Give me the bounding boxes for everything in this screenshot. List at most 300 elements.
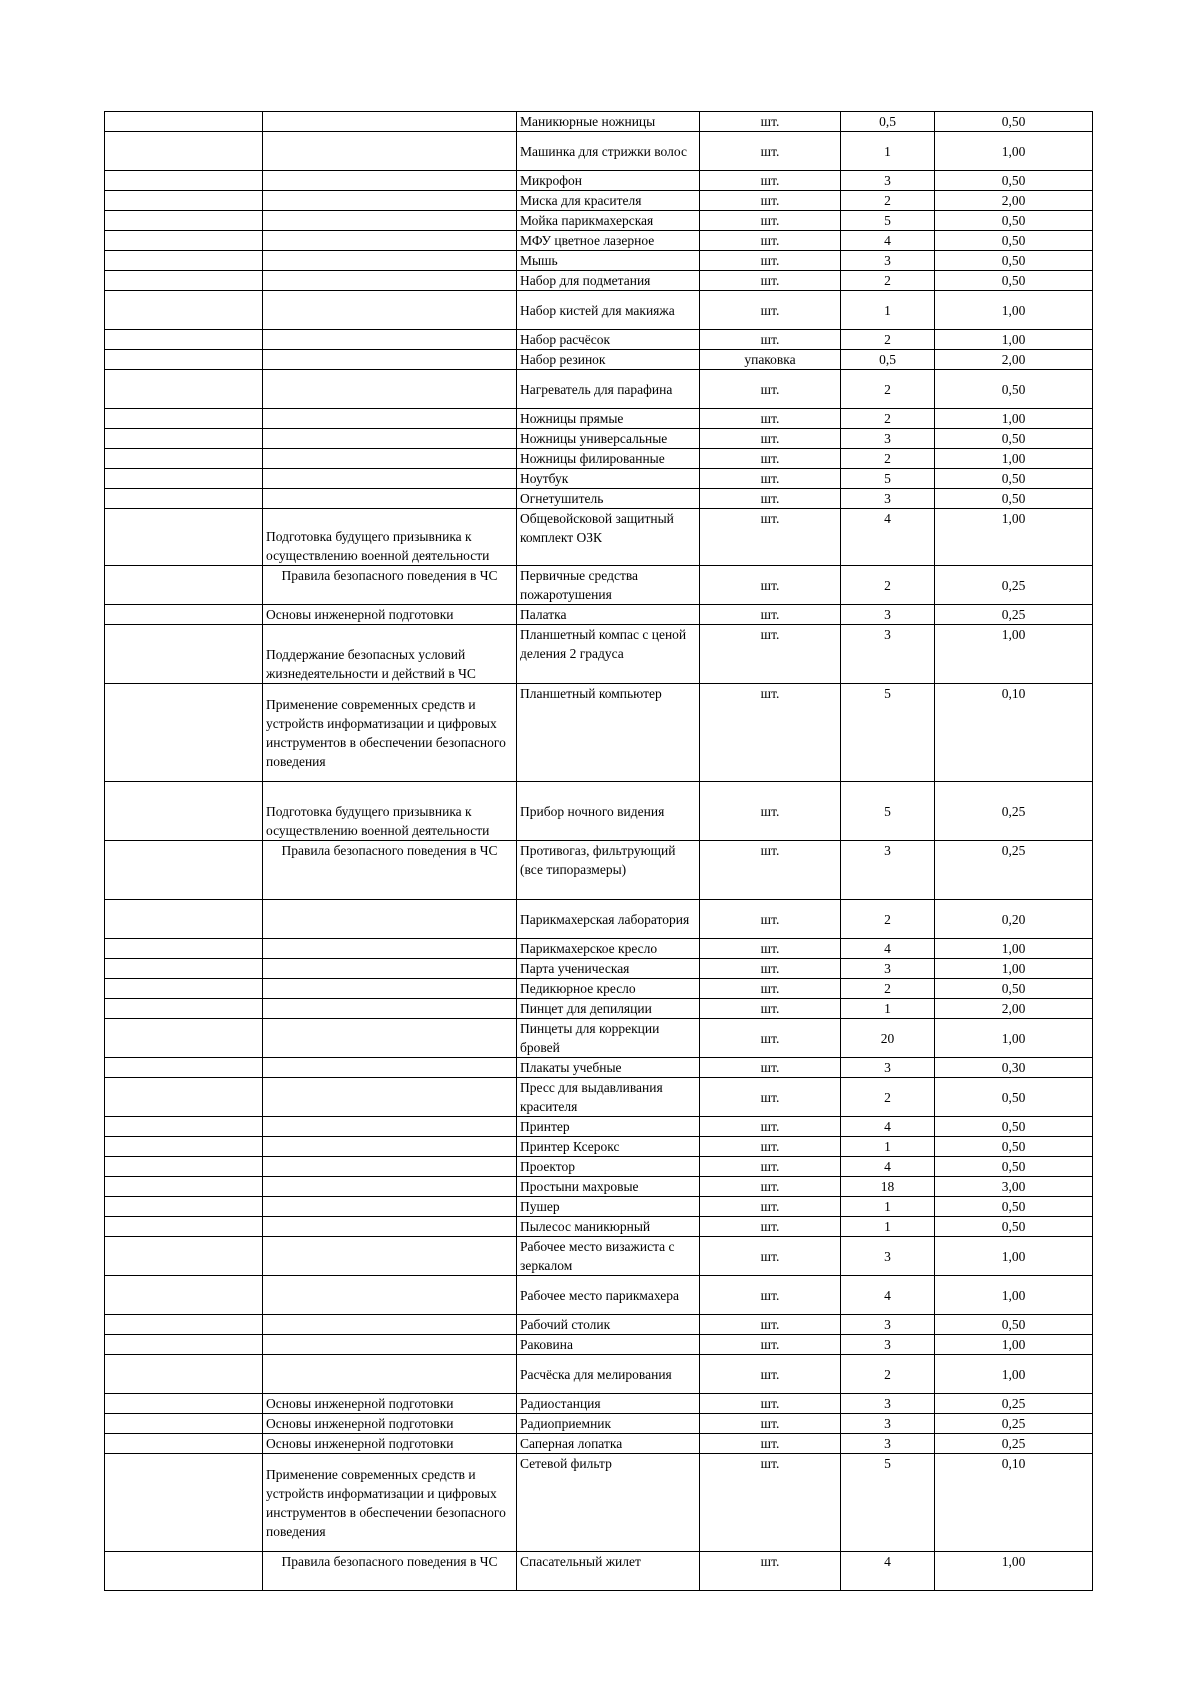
- row-quantity: 5: [841, 211, 935, 231]
- row-topic: [263, 231, 517, 251]
- table-row: [105, 1137, 1093, 1157]
- row-item-name: Саперная лопатка: [517, 1434, 700, 1454]
- row-unit: шт.: [700, 1177, 841, 1197]
- row-topic: [263, 1197, 517, 1217]
- row-topic: [263, 251, 517, 271]
- row-coefficient: 1,00: [935, 409, 1093, 429]
- row-unit: шт.: [700, 625, 841, 684]
- row-item-name: Проектор: [517, 1157, 700, 1177]
- row-topic: [263, 171, 517, 191]
- table-row: [105, 350, 1093, 370]
- row-topic: [263, 1137, 517, 1157]
- row-topic: Подготовка будущего призывника к осуществлению военной деятельности: [263, 509, 517, 566]
- row-item-name: Парикмахерская лаборатория: [517, 900, 700, 939]
- row-blank-cell: [105, 251, 263, 271]
- row-blank-cell: [105, 1197, 263, 1217]
- row-topic: [263, 469, 517, 489]
- row-topic: Поддержание безопасных условий жизнедеятельности и действий в ЧС: [263, 625, 517, 684]
- row-unit: шт.: [700, 449, 841, 469]
- row-quantity: 18: [841, 1177, 935, 1197]
- table-row: [105, 900, 1093, 939]
- row-blank-cell: [105, 1019, 263, 1058]
- row-quantity: 2: [841, 409, 935, 429]
- row-unit: шт.: [700, 1137, 841, 1157]
- row-topic: [263, 429, 517, 449]
- row-item-name: Планшетный компас с ценой деления 2 градуса: [517, 625, 700, 684]
- row-item-name: Мойка парикмахерская: [517, 211, 700, 231]
- row-unit: шт.: [700, 900, 841, 939]
- row-topic: Основы инженерной подготовки: [263, 605, 517, 625]
- row-unit: шт.: [700, 291, 841, 330]
- row-coefficient: 0,50: [935, 1197, 1093, 1217]
- row-quantity: 5: [841, 684, 935, 782]
- row-unit: шт.: [700, 330, 841, 350]
- row-topic: [263, 999, 517, 1019]
- row-coefficient: 0,50: [935, 251, 1093, 271]
- row-quantity: 1: [841, 291, 935, 330]
- row-item-name: Противогаз, фильтрующий (все типоразмеры): [517, 841, 700, 900]
- row-quantity: 4: [841, 1117, 935, 1137]
- row-unit: шт.: [700, 939, 841, 959]
- row-coefficient: 2,00: [935, 191, 1093, 211]
- row-coefficient: 2,00: [935, 350, 1093, 370]
- row-blank-cell: [105, 469, 263, 489]
- table-row: [105, 1117, 1093, 1137]
- row-quantity: 1: [841, 999, 935, 1019]
- row-unit: шт.: [700, 605, 841, 625]
- row-coefficient: 0,50: [935, 370, 1093, 409]
- row-blank-cell: [105, 605, 263, 625]
- row-item-name: Микрофон: [517, 171, 700, 191]
- row-topic: [263, 291, 517, 330]
- table-row: [105, 1276, 1093, 1315]
- row-coefficient: 0,25: [935, 605, 1093, 625]
- row-quantity: 3: [841, 1315, 935, 1335]
- row-quantity: 3: [841, 489, 935, 509]
- row-unit: шт.: [700, 231, 841, 251]
- row-quantity: 1: [841, 1217, 935, 1237]
- row-item-name: Ножницы универсальные: [517, 429, 700, 449]
- row-item-name: Нагреватель для парафина: [517, 370, 700, 409]
- row-blank-cell: [105, 1137, 263, 1157]
- row-blank-cell: [105, 979, 263, 999]
- table-row: [105, 112, 1093, 132]
- row-item-name: Принтер Ксерокс: [517, 1137, 700, 1157]
- table-row: [105, 959, 1093, 979]
- row-topic: Применение современных средств и устройств информатизации и цифровых инструментов в обеспечении безопасного поведения: [263, 1454, 517, 1552]
- row-blank-cell: [105, 1414, 263, 1434]
- row-unit: шт.: [700, 1414, 841, 1434]
- row-unit: шт.: [700, 979, 841, 999]
- row-unit: шт.: [700, 1315, 841, 1335]
- row-quantity: 3: [841, 1394, 935, 1414]
- row-unit: шт.: [700, 1335, 841, 1355]
- row-item-name: Ножницы прямые: [517, 409, 700, 429]
- row-unit: шт.: [700, 782, 841, 841]
- row-item-name: Спасательный жилет: [517, 1552, 700, 1591]
- row-coefficient: 0,25: [935, 841, 1093, 900]
- row-blank-cell: [105, 449, 263, 469]
- row-blank-cell: [105, 231, 263, 251]
- row-unit: шт.: [700, 1019, 841, 1058]
- table-row: [105, 1552, 1093, 1591]
- row-topic: [263, 211, 517, 231]
- row-topic: [263, 1315, 517, 1335]
- row-item-name: Принтер: [517, 1117, 700, 1137]
- row-blank-cell: [105, 1117, 263, 1137]
- row-coefficient: 3,00: [935, 1177, 1093, 1197]
- table-row: [105, 1058, 1093, 1078]
- row-item-name: Расчёска для мелирования: [517, 1355, 700, 1394]
- row-item-name: Ножницы филированные: [517, 449, 700, 469]
- row-blank-cell: [105, 625, 263, 684]
- row-item-name: Прибор ночного видения: [517, 782, 700, 841]
- row-blank-cell: [105, 1177, 263, 1197]
- row-coefficient: 0,25: [935, 1414, 1093, 1434]
- row-blank-cell: [105, 1454, 263, 1552]
- table-row: [105, 979, 1093, 999]
- row-quantity: 4: [841, 1276, 935, 1315]
- row-coefficient: 0,25: [935, 1434, 1093, 1454]
- row-quantity: 3: [841, 1434, 935, 1454]
- row-item-name: Педикюрное кресло: [517, 979, 700, 999]
- row-quantity: 3: [841, 959, 935, 979]
- row-topic: [263, 1117, 517, 1137]
- row-quantity: 1: [841, 132, 935, 171]
- row-quantity: 3: [841, 1237, 935, 1276]
- row-item-name: Пинцет для депиляции: [517, 999, 700, 1019]
- row-item-name: Общевойсковой защитный комплект ОЗК: [517, 509, 700, 566]
- row-item-name: Плакаты учебные: [517, 1058, 700, 1078]
- row-blank-cell: [105, 1394, 263, 1414]
- row-coefficient: 1,00: [935, 132, 1093, 171]
- row-quantity: 5: [841, 469, 935, 489]
- row-coefficient: 0,25: [935, 782, 1093, 841]
- row-quantity: 3: [841, 251, 935, 271]
- row-item-name: Набор расчёсок: [517, 330, 700, 350]
- row-topic: [263, 1217, 517, 1237]
- row-quantity: 5: [841, 1454, 935, 1552]
- row-item-name: Пресс для выдавливания красителя: [517, 1078, 700, 1117]
- row-coefficient: 0,25: [935, 566, 1093, 605]
- row-coefficient: 0,50: [935, 112, 1093, 132]
- row-quantity: 2: [841, 370, 935, 409]
- row-item-name: Парта ученическая: [517, 959, 700, 979]
- row-blank-cell: [105, 350, 263, 370]
- table-row: [105, 191, 1093, 211]
- row-blank-cell: [105, 1058, 263, 1078]
- row-unit: шт.: [700, 1197, 841, 1217]
- row-unit: шт.: [700, 999, 841, 1019]
- row-item-name: Пинцеты для коррекции бровей: [517, 1019, 700, 1058]
- row-coefficient: 0,50: [935, 171, 1093, 191]
- row-coefficient: 0,50: [935, 1217, 1093, 1237]
- row-unit: шт.: [700, 684, 841, 782]
- row-blank-cell: [105, 939, 263, 959]
- table-row: [105, 231, 1093, 251]
- row-quantity: 0,5: [841, 112, 935, 132]
- row-unit: шт.: [700, 1157, 841, 1177]
- row-topic: [263, 900, 517, 939]
- row-coefficient: 1,00: [935, 1237, 1093, 1276]
- row-blank-cell: [105, 132, 263, 171]
- row-quantity: 3: [841, 1058, 935, 1078]
- row-coefficient: 1,00: [935, 1552, 1093, 1591]
- row-unit: шт.: [700, 959, 841, 979]
- row-blank-cell: [105, 409, 263, 429]
- row-blank-cell: [105, 1276, 263, 1315]
- row-quantity: 3: [841, 1414, 935, 1434]
- row-blank-cell: [105, 999, 263, 1019]
- equipment-table: [104, 111, 1093, 1591]
- table-row: [105, 271, 1093, 291]
- row-unit: шт.: [700, 370, 841, 409]
- row-blank-cell: [105, 1237, 263, 1276]
- row-topic: [263, 1276, 517, 1315]
- row-quantity: 2: [841, 449, 935, 469]
- row-unit: шт.: [700, 191, 841, 211]
- row-quantity: 4: [841, 1157, 935, 1177]
- table-row: [105, 841, 1093, 900]
- row-quantity: 3: [841, 625, 935, 684]
- row-unit: шт.: [700, 271, 841, 291]
- row-item-name: Пушер: [517, 1197, 700, 1217]
- table-row: [105, 684, 1093, 782]
- table-row: [105, 469, 1093, 489]
- row-coefficient: 0,30: [935, 1058, 1093, 1078]
- row-quantity: 3: [841, 605, 935, 625]
- table-row: [105, 1434, 1093, 1454]
- row-topic: Основы инженерной подготовки: [263, 1434, 517, 1454]
- row-quantity: 5: [841, 782, 935, 841]
- row-item-name: Набор кистей для макияжа: [517, 291, 700, 330]
- row-unit: шт.: [700, 211, 841, 231]
- row-coefficient: 0,50: [935, 489, 1093, 509]
- row-topic: Применение современных средств и устройств информатизации и цифровых инструментов в обеспечении безопасного поведения: [263, 684, 517, 782]
- row-blank-cell: [105, 959, 263, 979]
- table-row: [105, 291, 1093, 330]
- row-blank-cell: [105, 1217, 263, 1237]
- row-coefficient: 1,00: [935, 449, 1093, 469]
- row-blank-cell: [105, 1355, 263, 1394]
- row-coefficient: 1,00: [935, 959, 1093, 979]
- row-unit: шт.: [700, 489, 841, 509]
- row-topic: [263, 979, 517, 999]
- row-blank-cell: [105, 1434, 263, 1454]
- table-row: [105, 171, 1093, 191]
- table-row: [105, 1177, 1093, 1197]
- row-item-name: Простыни махровые: [517, 1177, 700, 1197]
- row-coefficient: 1,00: [935, 1335, 1093, 1355]
- row-coefficient: 0,50: [935, 211, 1093, 231]
- row-item-name: Миска для красителя: [517, 191, 700, 211]
- row-item-name: Огнетушитель: [517, 489, 700, 509]
- row-quantity: 4: [841, 1552, 935, 1591]
- row-topic: [263, 370, 517, 409]
- row-blank-cell: [105, 489, 263, 509]
- row-topic: [263, 271, 517, 291]
- row-item-name: Раковина: [517, 1335, 700, 1355]
- table-row: [105, 1157, 1093, 1177]
- row-coefficient: 0,20: [935, 900, 1093, 939]
- row-topic: Правила безопасного поведения в ЧС: [263, 1552, 517, 1591]
- row-blank-cell: [105, 782, 263, 841]
- row-topic: [263, 1157, 517, 1177]
- row-quantity: 0,5: [841, 350, 935, 370]
- row-coefficient: 0,50: [935, 1315, 1093, 1335]
- table-row: [105, 1355, 1093, 1394]
- row-unit: шт.: [700, 1217, 841, 1237]
- row-item-name: Сетевой фильтр: [517, 1454, 700, 1552]
- row-item-name: Планшетный компьютер: [517, 684, 700, 782]
- row-blank-cell: [105, 171, 263, 191]
- row-unit: шт.: [700, 112, 841, 132]
- row-unit: шт.: [700, 1237, 841, 1276]
- row-quantity: 2: [841, 1078, 935, 1117]
- row-blank-cell: [105, 370, 263, 409]
- table-row: [105, 1454, 1093, 1552]
- row-blank-cell: [105, 841, 263, 900]
- row-coefficient: 0,50: [935, 231, 1093, 251]
- row-topic: [263, 132, 517, 171]
- row-coefficient: 1,00: [935, 1355, 1093, 1394]
- row-topic: [263, 489, 517, 509]
- table-row: [105, 409, 1093, 429]
- row-unit: шт.: [700, 409, 841, 429]
- row-topic: [263, 1058, 517, 1078]
- row-topic: [263, 330, 517, 350]
- row-coefficient: 0,50: [935, 429, 1093, 449]
- row-blank-cell: [105, 1078, 263, 1117]
- row-blank-cell: [105, 191, 263, 211]
- row-blank-cell: [105, 509, 263, 566]
- row-topic: [263, 1019, 517, 1058]
- table-row: [105, 1414, 1093, 1434]
- row-quantity: 2: [841, 191, 935, 211]
- row-blank-cell: [105, 1552, 263, 1591]
- table-row: [105, 370, 1093, 409]
- row-coefficient: 0,10: [935, 684, 1093, 782]
- row-item-name: Парикмахерское кресло: [517, 939, 700, 959]
- row-item-name: Радиостанция: [517, 1394, 700, 1414]
- row-quantity: 1: [841, 1197, 935, 1217]
- row-item-name: Рабочее место парикмахера: [517, 1276, 700, 1315]
- row-coefficient: 0,50: [935, 1157, 1093, 1177]
- row-quantity: 4: [841, 231, 935, 251]
- row-unit: шт.: [700, 1276, 841, 1315]
- row-topic: [263, 1237, 517, 1276]
- row-unit: шт.: [700, 566, 841, 605]
- row-topic: [263, 959, 517, 979]
- row-item-name: Первичные средства пожаротушения: [517, 566, 700, 605]
- row-blank-cell: [105, 291, 263, 330]
- row-blank-cell: [105, 684, 263, 782]
- table-row: [105, 999, 1093, 1019]
- row-item-name: Пылесос маникюрный: [517, 1217, 700, 1237]
- table-row: [105, 1315, 1093, 1335]
- table-row: [105, 625, 1093, 684]
- row-quantity: 3: [841, 429, 935, 449]
- row-blank-cell: [105, 112, 263, 132]
- row-unit: шт.: [700, 132, 841, 171]
- row-item-name: Мышь: [517, 251, 700, 271]
- row-unit: шт.: [700, 1454, 841, 1552]
- row-coefficient: 0,10: [935, 1454, 1093, 1552]
- row-coefficient: 1,00: [935, 625, 1093, 684]
- row-blank-cell: [105, 1335, 263, 1355]
- table-row: [105, 509, 1093, 566]
- row-blank-cell: [105, 1157, 263, 1177]
- row-quantity: 2: [841, 979, 935, 999]
- row-unit: шт.: [700, 1355, 841, 1394]
- row-quantity: 3: [841, 1335, 935, 1355]
- table-row: [105, 211, 1093, 231]
- table-row: [105, 489, 1093, 509]
- row-coefficient: 2,00: [935, 999, 1093, 1019]
- row-quantity: 4: [841, 509, 935, 566]
- table-row: [105, 429, 1093, 449]
- row-quantity: 2: [841, 271, 935, 291]
- row-topic: [263, 1355, 517, 1394]
- row-coefficient: 1,00: [935, 291, 1093, 330]
- row-unit: шт.: [700, 1117, 841, 1137]
- row-coefficient: 1,00: [935, 1019, 1093, 1058]
- row-coefficient: 1,00: [935, 330, 1093, 350]
- row-topic: [263, 191, 517, 211]
- row-unit: шт.: [700, 469, 841, 489]
- row-item-name: Набор резинок: [517, 350, 700, 370]
- row-blank-cell: [105, 429, 263, 449]
- row-topic: Правила безопасного поведения в ЧС: [263, 841, 517, 900]
- table-row: [105, 1237, 1093, 1276]
- row-quantity: 2: [841, 566, 935, 605]
- row-quantity: 2: [841, 900, 935, 939]
- table-row: [105, 1197, 1093, 1217]
- row-quantity: 1: [841, 1137, 935, 1157]
- row-coefficient: 0,25: [935, 1394, 1093, 1414]
- row-quantity: 4: [841, 939, 935, 959]
- row-unit: шт.: [700, 1058, 841, 1078]
- row-item-name: Машинка для стрижки волос: [517, 132, 700, 171]
- row-coefficient: 1,00: [935, 939, 1093, 959]
- table-row: [105, 1019, 1093, 1058]
- row-item-name: Рабочий столик: [517, 1315, 700, 1335]
- row-coefficient: 1,00: [935, 1276, 1093, 1315]
- row-blank-cell: [105, 271, 263, 291]
- row-topic: [263, 350, 517, 370]
- row-topic: [263, 1078, 517, 1117]
- row-unit: шт.: [700, 1078, 841, 1117]
- row-topic: [263, 1335, 517, 1355]
- row-item-name: МФУ цветное лазерное: [517, 231, 700, 251]
- row-item-name: Палатка: [517, 605, 700, 625]
- table-row: [105, 1078, 1093, 1117]
- row-unit: шт.: [700, 251, 841, 271]
- row-quantity: 3: [841, 841, 935, 900]
- table-row: [105, 605, 1093, 625]
- table-row: [105, 1217, 1093, 1237]
- row-blank-cell: [105, 566, 263, 605]
- table-row: [105, 782, 1093, 841]
- row-coefficient: 0,50: [935, 1117, 1093, 1137]
- row-item-name: Ноутбук: [517, 469, 700, 489]
- row-quantity: 20: [841, 1019, 935, 1058]
- row-topic: [263, 449, 517, 469]
- table-row: [105, 132, 1093, 171]
- row-topic: [263, 1177, 517, 1197]
- row-unit: шт.: [700, 1434, 841, 1454]
- row-blank-cell: [105, 1315, 263, 1335]
